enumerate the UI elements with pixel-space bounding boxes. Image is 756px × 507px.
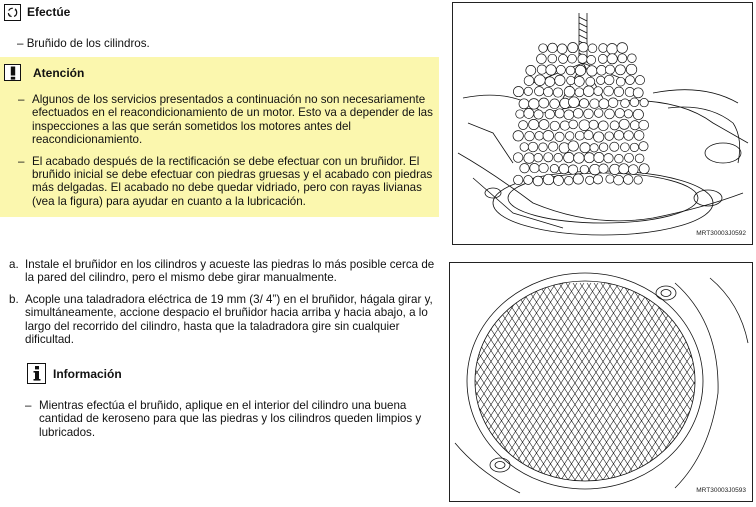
attention-item-mark: – — [18, 154, 25, 168]
attention-title: Atención — [33, 66, 85, 80]
figure-code: MRT30003J0593 — [696, 486, 746, 494]
attention-item — [18, 155, 438, 209]
efectue-item-text: Bruñido de los cilindros. — [26, 37, 150, 50]
attention-item-mark: – — [18, 93, 25, 106]
attention-list — [18, 93, 438, 208]
info-item-text: Mientras efectúa el bruñido, aplique en el interior del cilindro una buena cantidad de keroseno para que las piedras y los cilindros queden limpios y lubricados. — [39, 399, 422, 439]
info-item-mark: – — [25, 399, 32, 412]
efectue-item-mark: – — [17, 37, 24, 50]
step-item — [9, 293, 441, 347]
step-mark: b. — [9, 292, 19, 306]
step-text: Acople una taladradora eléctrica de 19 mm (3/ 4”) en el bruñidor, hágala girar y, simultáneamente, accione despacio el bruñidor hacia arriba y hacia abajo, a lo largo del recorrido del cilindro, hasta que la taladradora gire sin cualquier dificultad. — [25, 292, 433, 347]
crosshatch-illustration — [450, 263, 753, 502]
info-title: Información — [53, 367, 122, 381]
efectue-icon — [4, 4, 21, 21]
step-item — [9, 258, 441, 285]
info-item — [25, 399, 445, 439]
figure-code: MRT30003J0592 — [696, 229, 746, 237]
attention-item-text: Algunos de los servicios presentados a continuación no son necesariamente efectuados en el reacondicionamiento de un motor. Esto va a depender de las inspecciones a las que serán sometidos los motores antes del reacondicionamiento. — [32, 93, 433, 147]
figure-crosshatch — [449, 262, 753, 502]
warning-icon — [4, 64, 21, 81]
steps-list — [9, 258, 441, 346]
efectue-item — [17, 37, 417, 50]
honing-tool-illustration — [453, 3, 753, 245]
step-text: Instale el bruñidor en los cilindros y acueste las piedras lo más posible cerca de la pared del cilindro, pero el mismo debe girar manualmente. — [25, 258, 435, 285]
efectue-title: Efectúe — [27, 5, 71, 19]
info-item-row — [25, 399, 445, 439]
figure-honing-tool — [452, 2, 753, 245]
attention-item-text: El acabado después de la rectificación se debe efectuar con un bruñidor. El bruñido inicial se debe efectuar con piedras gruesas y el acabado con piedras más delgadas. El acabado no debe quedar vidriado, pero con rayas livianas (vea la figura) para ayudar en cuanto a la lubricación. — [32, 154, 433, 208]
info-icon — [27, 363, 46, 384]
step-mark: a. — [9, 258, 19, 271]
attention-item — [18, 93, 438, 147]
